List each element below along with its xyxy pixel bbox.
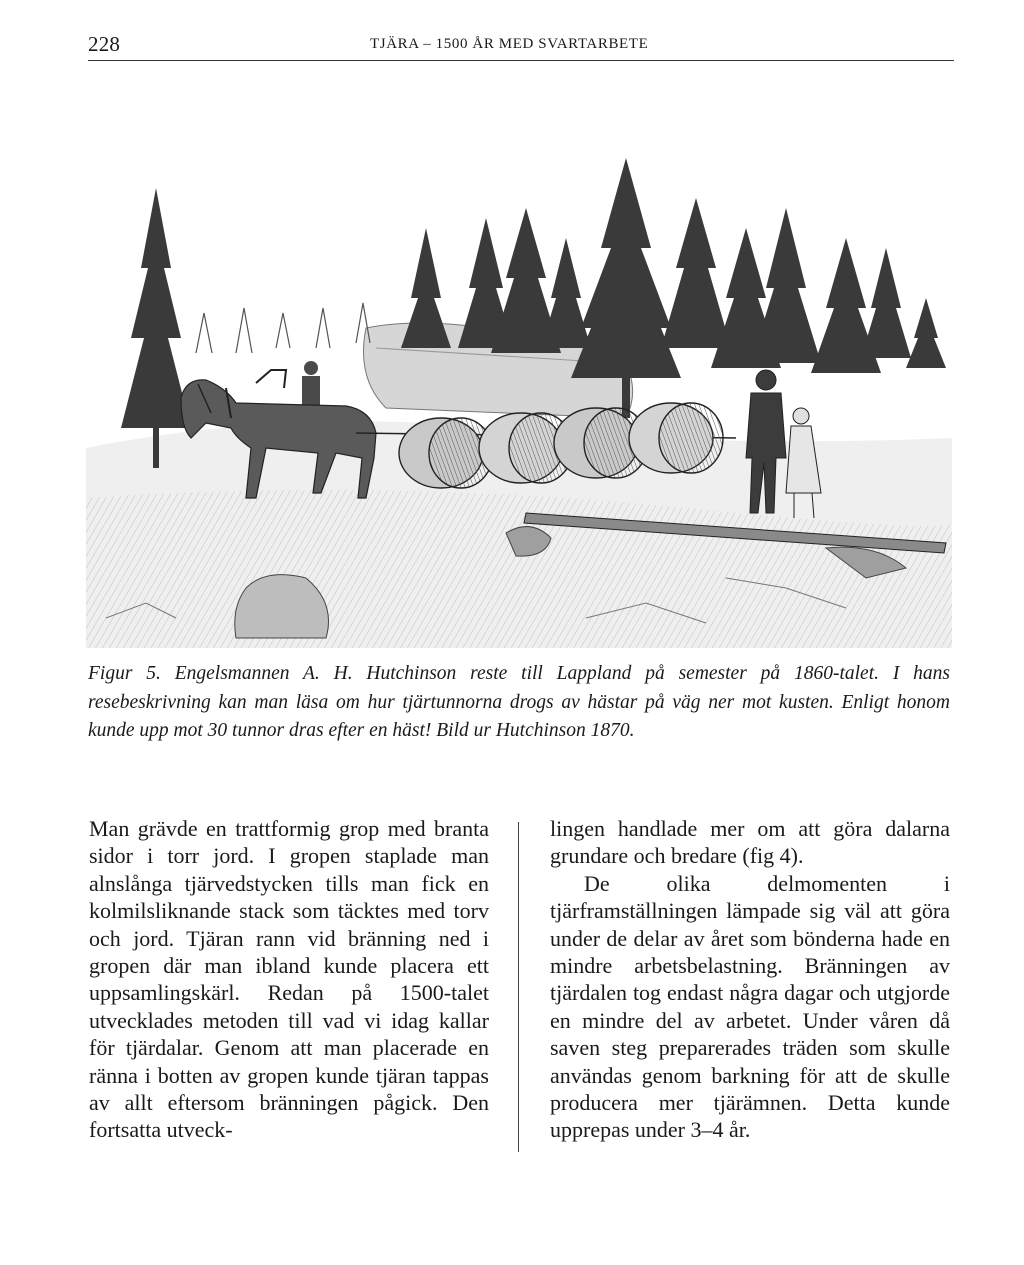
body-paragraph: lingen handlade mer om att göra dalarna grundare och bredare (fig 4). [550, 816, 950, 869]
body-column-left [89, 815, 489, 1144]
page-number: 228 [88, 32, 121, 56]
column-divider [518, 822, 519, 1152]
driver-figure [302, 361, 320, 406]
body-paragraph: De olika delmomenten i tjärframställningen lämpade sig väl att göra under de delar av året som bönderna hade en mindre arbetsbelastning. Bränningen av tjärdalen tog endast några dagar och utgjorde en mindre del av arbetet. Under våren då saven steg preparerades träden som skulle användas genom barkning för att de skulle producera mer tjärämnen. Detta kunde upprepas under 3–4 år. [550, 870, 950, 1143]
figure-caption: Figur 5. Engelsmannen A. H. Hutchinson reste till Lappland på semester på 1860-talet. I hans resebeskrivning kan man läsa om hur tjärtunnorna drogs av hästar på väg ner mot kusten. Enligt honom kunde upp mot 30 tunnor dras efter en häst! Bild ur Hutchinson 1870. [88, 663, 950, 741]
body-paragraph: Man grävde en trattformig grop med branta sidor i torr jord. I gropen staplade man alnslånga tjärvedstycken tills man fick en kolmilsliknande stack som täcktes med torv och jord. Tjäran rann vid bränning ned i gropen där man ibland kunde placera ett uppsamlingskärl. Redan på 1500-talet utvecklades metoden till vad vi idag kallar för tjärdalar. Genom att man placerade en ränna i botten av gropen kunde tjäran tappas av allt eftersom bränningen pågick. Den fortsatta utveck- [89, 816, 489, 1143]
running-title: TJÄRA – 1500 ÅR MED SVARTARBETE [370, 36, 649, 52]
running-head [88, 30, 954, 61]
figure-illustration [86, 148, 952, 648]
engraving-illustration [86, 148, 952, 648]
body-column-right [550, 815, 950, 1144]
